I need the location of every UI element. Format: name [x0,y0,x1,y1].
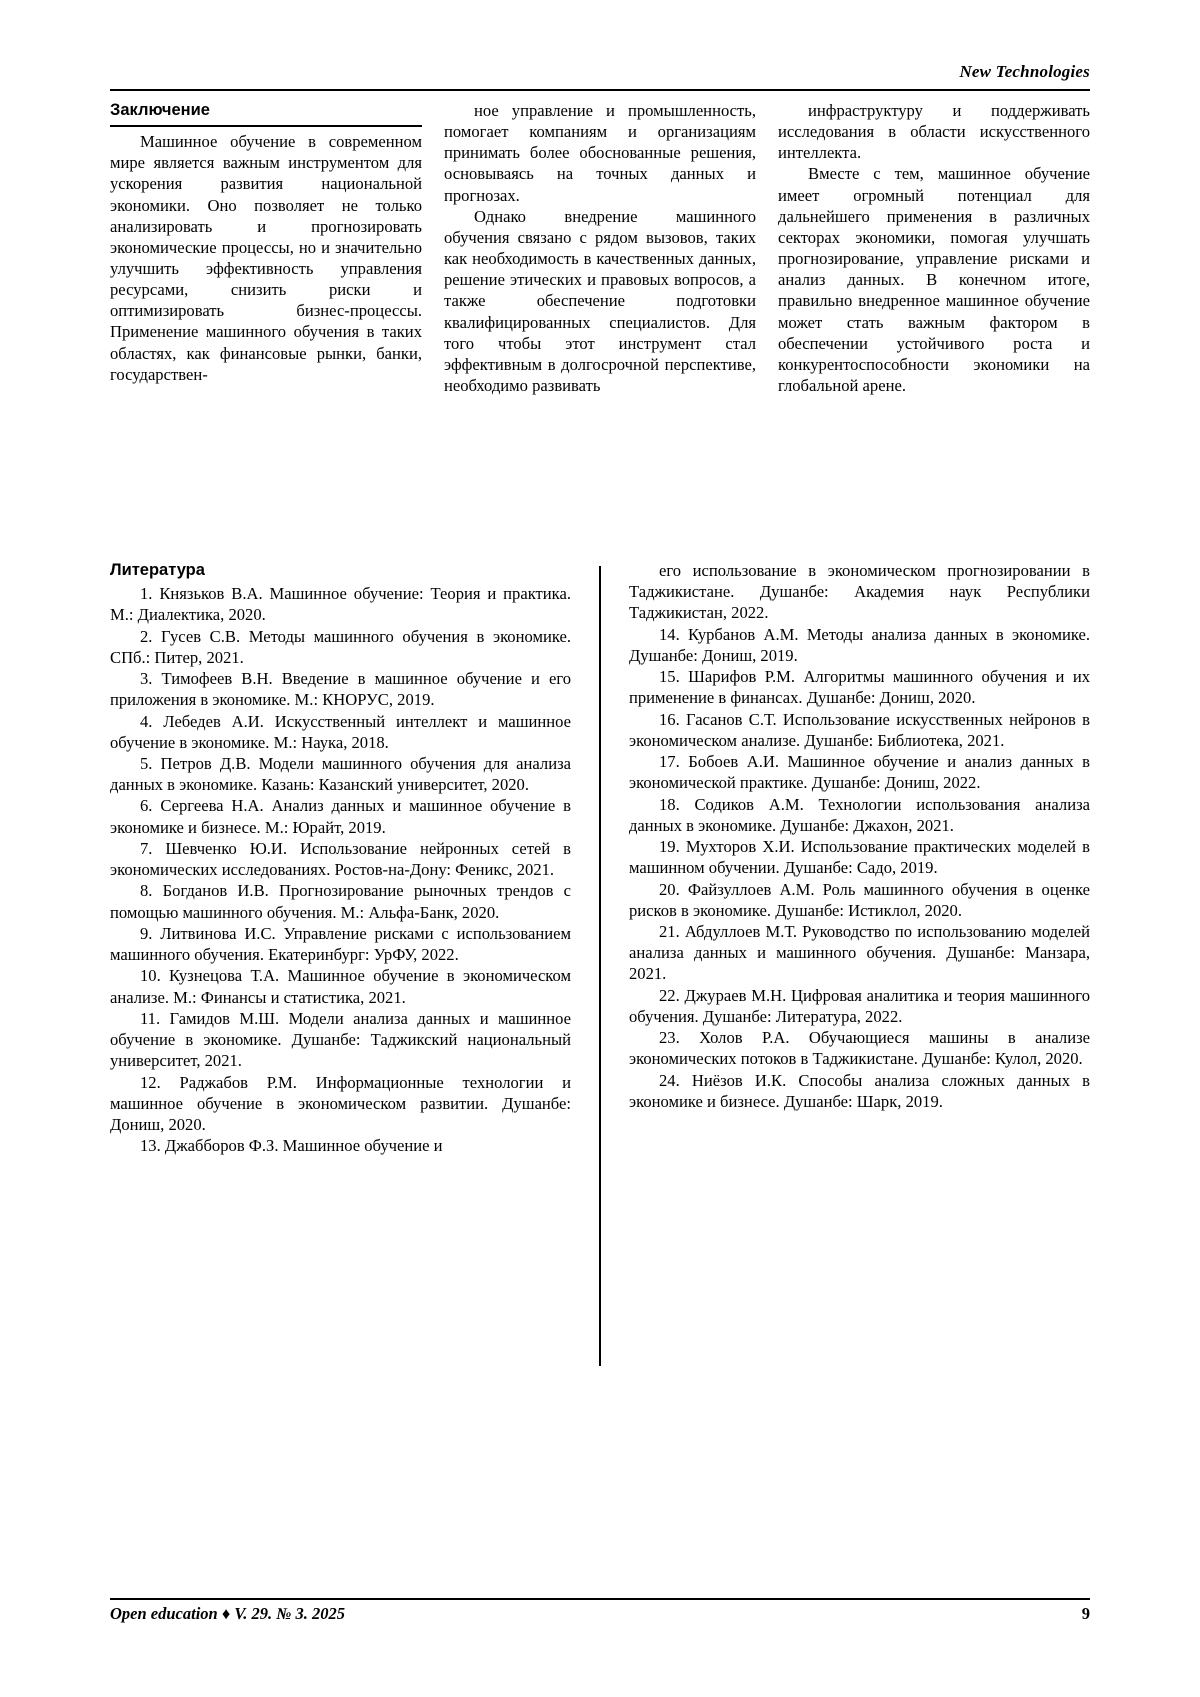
running-header: New Technologies [959,62,1090,81]
reference-item: 12. Раджабов Р.М. Информационные технологии и машинное обучение в экономическом развитии. Душанбе: Дониш, 2020. [110,1072,572,1134]
section-title-references: Литература [110,561,205,579]
reference-item: 1. Князьков В.А. Машинное обучение: Теория и практика. М.: Диалектика, 2020. [110,584,572,625]
reference-item: 2. Гусев С.В. Методы машинного обучения в экономике. СПб.: Питер, 2021. [110,626,572,667]
references-section [110,560,1090,1366]
reference-item: 24. Ниёзов И.К. Способы анализа сложных данных в экономике и бизнесе. Душанбе: Шарк, 2019. [628,1070,1090,1111]
reference-item: 14. Курбанов А.М. Методы анализа данных в экономике. Душанбе: Дониш, 2019. [628,624,1090,665]
footer-journal-info: Open education ♦ V. 29. № 3. 2025 [110,1604,345,1623]
reference-item: 23. Холов Р.А. Обучающиеся машины в анализе экономических потоков в Таджикистане. Душанбе: Кулол, 2020. [628,1028,1090,1069]
conclusion-paragraph: Однако внедрение машинного обучения связано с рядом вызовов, таких как необходимость в качественных данных, решение этических и правовых вопросов, а также обеспечение подготовки квалифицированных специалистов. Для того чтобы этот инструмент стал эффективным в долгосрочной перспективе, необходимо развивать [444,206,756,396]
conclusion-column-2 [444,100,756,396]
conclusion-paragraph: ное управление и промышленность, помогает компаниям и организациям принимать более обоснованные решения, основываясь на точных данных и прогнозах. [444,101,756,205]
reference-item: 15. Шарифов Р.М. Алгоритмы машинного обучения и их применение в финансах. Душанбе: Дониш, 2020. [628,667,1090,708]
header-divider [110,89,1090,91]
page-footer [110,1604,1090,1624]
reference-item: 3. Тимофеев В.Н. Введение в машинное обучение и его приложения в экономике. М.: КНОРУС, 2019. [110,669,572,710]
column-divider [599,566,601,1366]
conclusion-paragraph: Машинное обучение в современном мире является важным инструментом для ускорения развития национальной экономики. Оно позволяет не только анализировать и прогнозировать экономические процессы, но и значительно улучшить эффективность управления ресурсами, снизить риски и оптимизировать бизнес-процессы. Применение машинного обучения в таких областях, как финансовые рынки, банки, государствен- [110,132,422,384]
section-title-conclusion: Заключение [110,100,422,127]
reference-item: 17. Бобоев А.И. Машинное обучение и анализ данных в экономической практике. Душанбе: Дониш, 2022. [628,752,1090,793]
reference-item: 7. Шевченко Ю.И. Использование нейронных сетей в экономических исследованиях. Ростов-на-Дону: Феникс, 2021. [110,838,572,880]
conclusion-column-1 [110,100,422,396]
reference-item: 20. Файзуллоев А.М. Роль машинного обучения в оценке рисков в экономике. Душанбе: Истиклол, 2020. [628,879,1090,920]
reference-item: 21. Абдуллоев М.Т. Руководство по использованию моделей анализа данных и машинного обучения. Душанбе: Манзара, 2021. [628,921,1090,984]
reference-item: 9. Литвинова И.С. Управление рисками с использованием машинного обучения. Екатеринбург: УрФУ, 2022. [110,923,572,965]
conclusion-column-3 [778,100,1090,396]
reference-item: 10. Кузнецова Т.А. Машинное обучение в экономическом анализе. М.: Финансы и статистика, 2021. [110,966,572,1007]
reference-item: 22. Джураев М.Н. Цифровая аналитика и теория машинного обучения. Душанбе: Литература, 2022. [628,985,1090,1026]
reference-item: 8. Богданов И.В. Прогнозирование рыночных трендов с помощью машинного обучения. М.: Альфа-Банк, 2020. [110,881,572,922]
reference-item: 6. Сергеева Н.А. Анализ данных и машинное обучение в экономике и бизнесе. М.: Юрайт, 2019. [110,796,572,837]
conclusion-paragraph: Вместе с тем, машинное обучение имеет огромный потенциал для дальнейшего применения в различных секторах экономики, помогая улучшать прогнозирование, управление рисками и анализ данных. В конечном итоге, правильно внедренное машинное обучение может стать важным фактором в обеспечении устойчивого роста и конкурентоспособности экономики на глобальной арене. [778,164,1090,396]
conclusion-section [110,100,1090,396]
references-column-left [110,560,589,1366]
reference-item: 11. Гамидов М.Ш. Модели анализа данных и машинное обучение в экономике. Душанбе: Таджикский национальный университет, 2021. [110,1008,572,1071]
reference-item: 16. Гасанов С.Т. Использование искусственных нейронов в экономическом анализе. Душанбе: Библиотека, 2021. [628,709,1090,750]
reference-item: 19. Мухторов Х.И. Использование практических моделей в машинном обучении. Душанбе: Садо, 2019. [628,837,1090,878]
reference-item: 5. Петров Д.В. Модели машинного обучения для анализа данных в экономике. Казань: Казанский университет, 2020. [110,753,572,795]
conclusion-paragraph: инфраструктуру и поддерживать исследования в области искусственного интеллекта. [778,101,1090,163]
reference-item: 13. Джабборов Ф.З. Машинное обучение и [140,1136,443,1156]
reference-item: его использование в экономическом прогнозировании в Таджикистане. Душанбе: Академия наук Республики Таджикистан, 2022. [628,561,1090,623]
references-column-right [611,560,1090,1366]
reference-item: 4. Лебедев А.И. Искусственный интеллект и машинное обучение в экономике. М.: Наука, 2018. [110,711,572,752]
page-number: 9 [1081,1604,1090,1623]
footer-divider [110,1598,1090,1600]
reference-item: 18. Содиков А.М. Технологии использования анализа данных в экономике. Душанбе: Джахон, 2021. [628,794,1090,835]
